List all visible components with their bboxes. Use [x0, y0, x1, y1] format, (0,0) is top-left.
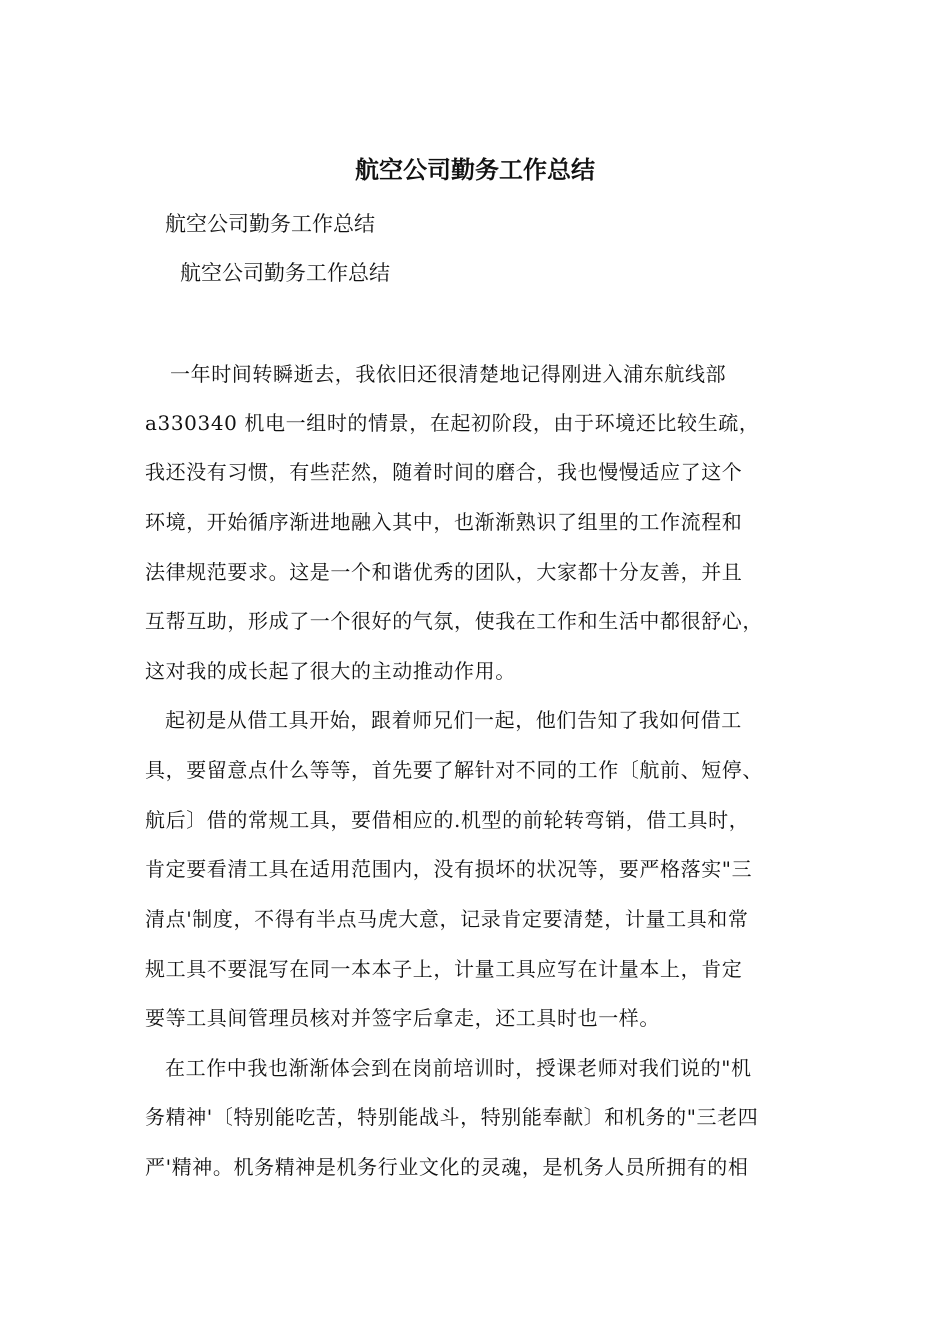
- paragraph-1-line: 互帮互助，形成了一个很好的气氛，使我在工作和生活中都很舒心，: [145, 609, 763, 633]
- paragraph-2-line: 要等工具间管理员核对并签字后拿走，还工具时也一样。: [145, 1006, 660, 1030]
- document-subtitle-2: 航空公司勤务工作总结: [180, 261, 390, 285]
- paragraph-2-line: 航后〕借的常规工具，要借相应的.机型的前轮转弯销，借工具时，: [145, 808, 750, 832]
- paragraph-1-line: a330340 机电一组时的情景，在起初阶段，由于环境还比较生疏，: [145, 411, 760, 435]
- paragraph-1-line: 一年时间转瞬逝去，我依旧还很清楚地记得刚进入浦东航线部: [170, 362, 727, 386]
- document-title: 航空公司勤务工作总结: [355, 155, 595, 184]
- paragraph-3-line: 务精神'〔特别能吃苦，特别能战斗，特别能奉献〕和机务的"三老四: [145, 1105, 759, 1129]
- paragraph-3-line: 在工作中我也渐渐体会到在岗前培训时，授课老师对我们说的"机: [165, 1056, 752, 1080]
- paragraph-1-line: 法律规范要求。这是一个和谐优秀的团队，大家都十分友善，并且: [145, 560, 743, 584]
- paragraph-1-line: 我还没有习惯，有些茫然，随着时间的磨合，我也慢慢适应了这个: [145, 460, 743, 484]
- paragraph-2-line: 具，要留意点什么等等，首先要了解针对不同的工作〔航前、短停、: [145, 758, 763, 782]
- paragraph-2-line: 起初是从借工具开始，跟着师兄们一起，他们告知了我如何借工: [165, 708, 742, 732]
- paragraph-2-line: 肯定要看清工具在适用范围内，没有损坏的状况等，要严格落实"三: [145, 857, 753, 881]
- paragraph-3-line: 严'精神。机务精神是机务行业文化的灵魂，是机务人员所拥有的相: [145, 1155, 749, 1179]
- paragraph-1-line: 这对我的成长起了很大的主动推动作用。: [145, 659, 516, 683]
- paragraph-2-line: 规工具不要混写在同一本本子上，计量工具应写在计量本上，肯定: [145, 957, 743, 981]
- document-subtitle-1: 航空公司勤务工作总结: [165, 212, 375, 236]
- paragraph-1-line: 环境，开始循序渐进地融入其中，也渐渐熟识了组里的工作流程和: [145, 510, 743, 534]
- paragraph-2-line: 清点'制度，不得有半点马虎大意，记录肯定要清楚，计量工具和常: [145, 907, 749, 931]
